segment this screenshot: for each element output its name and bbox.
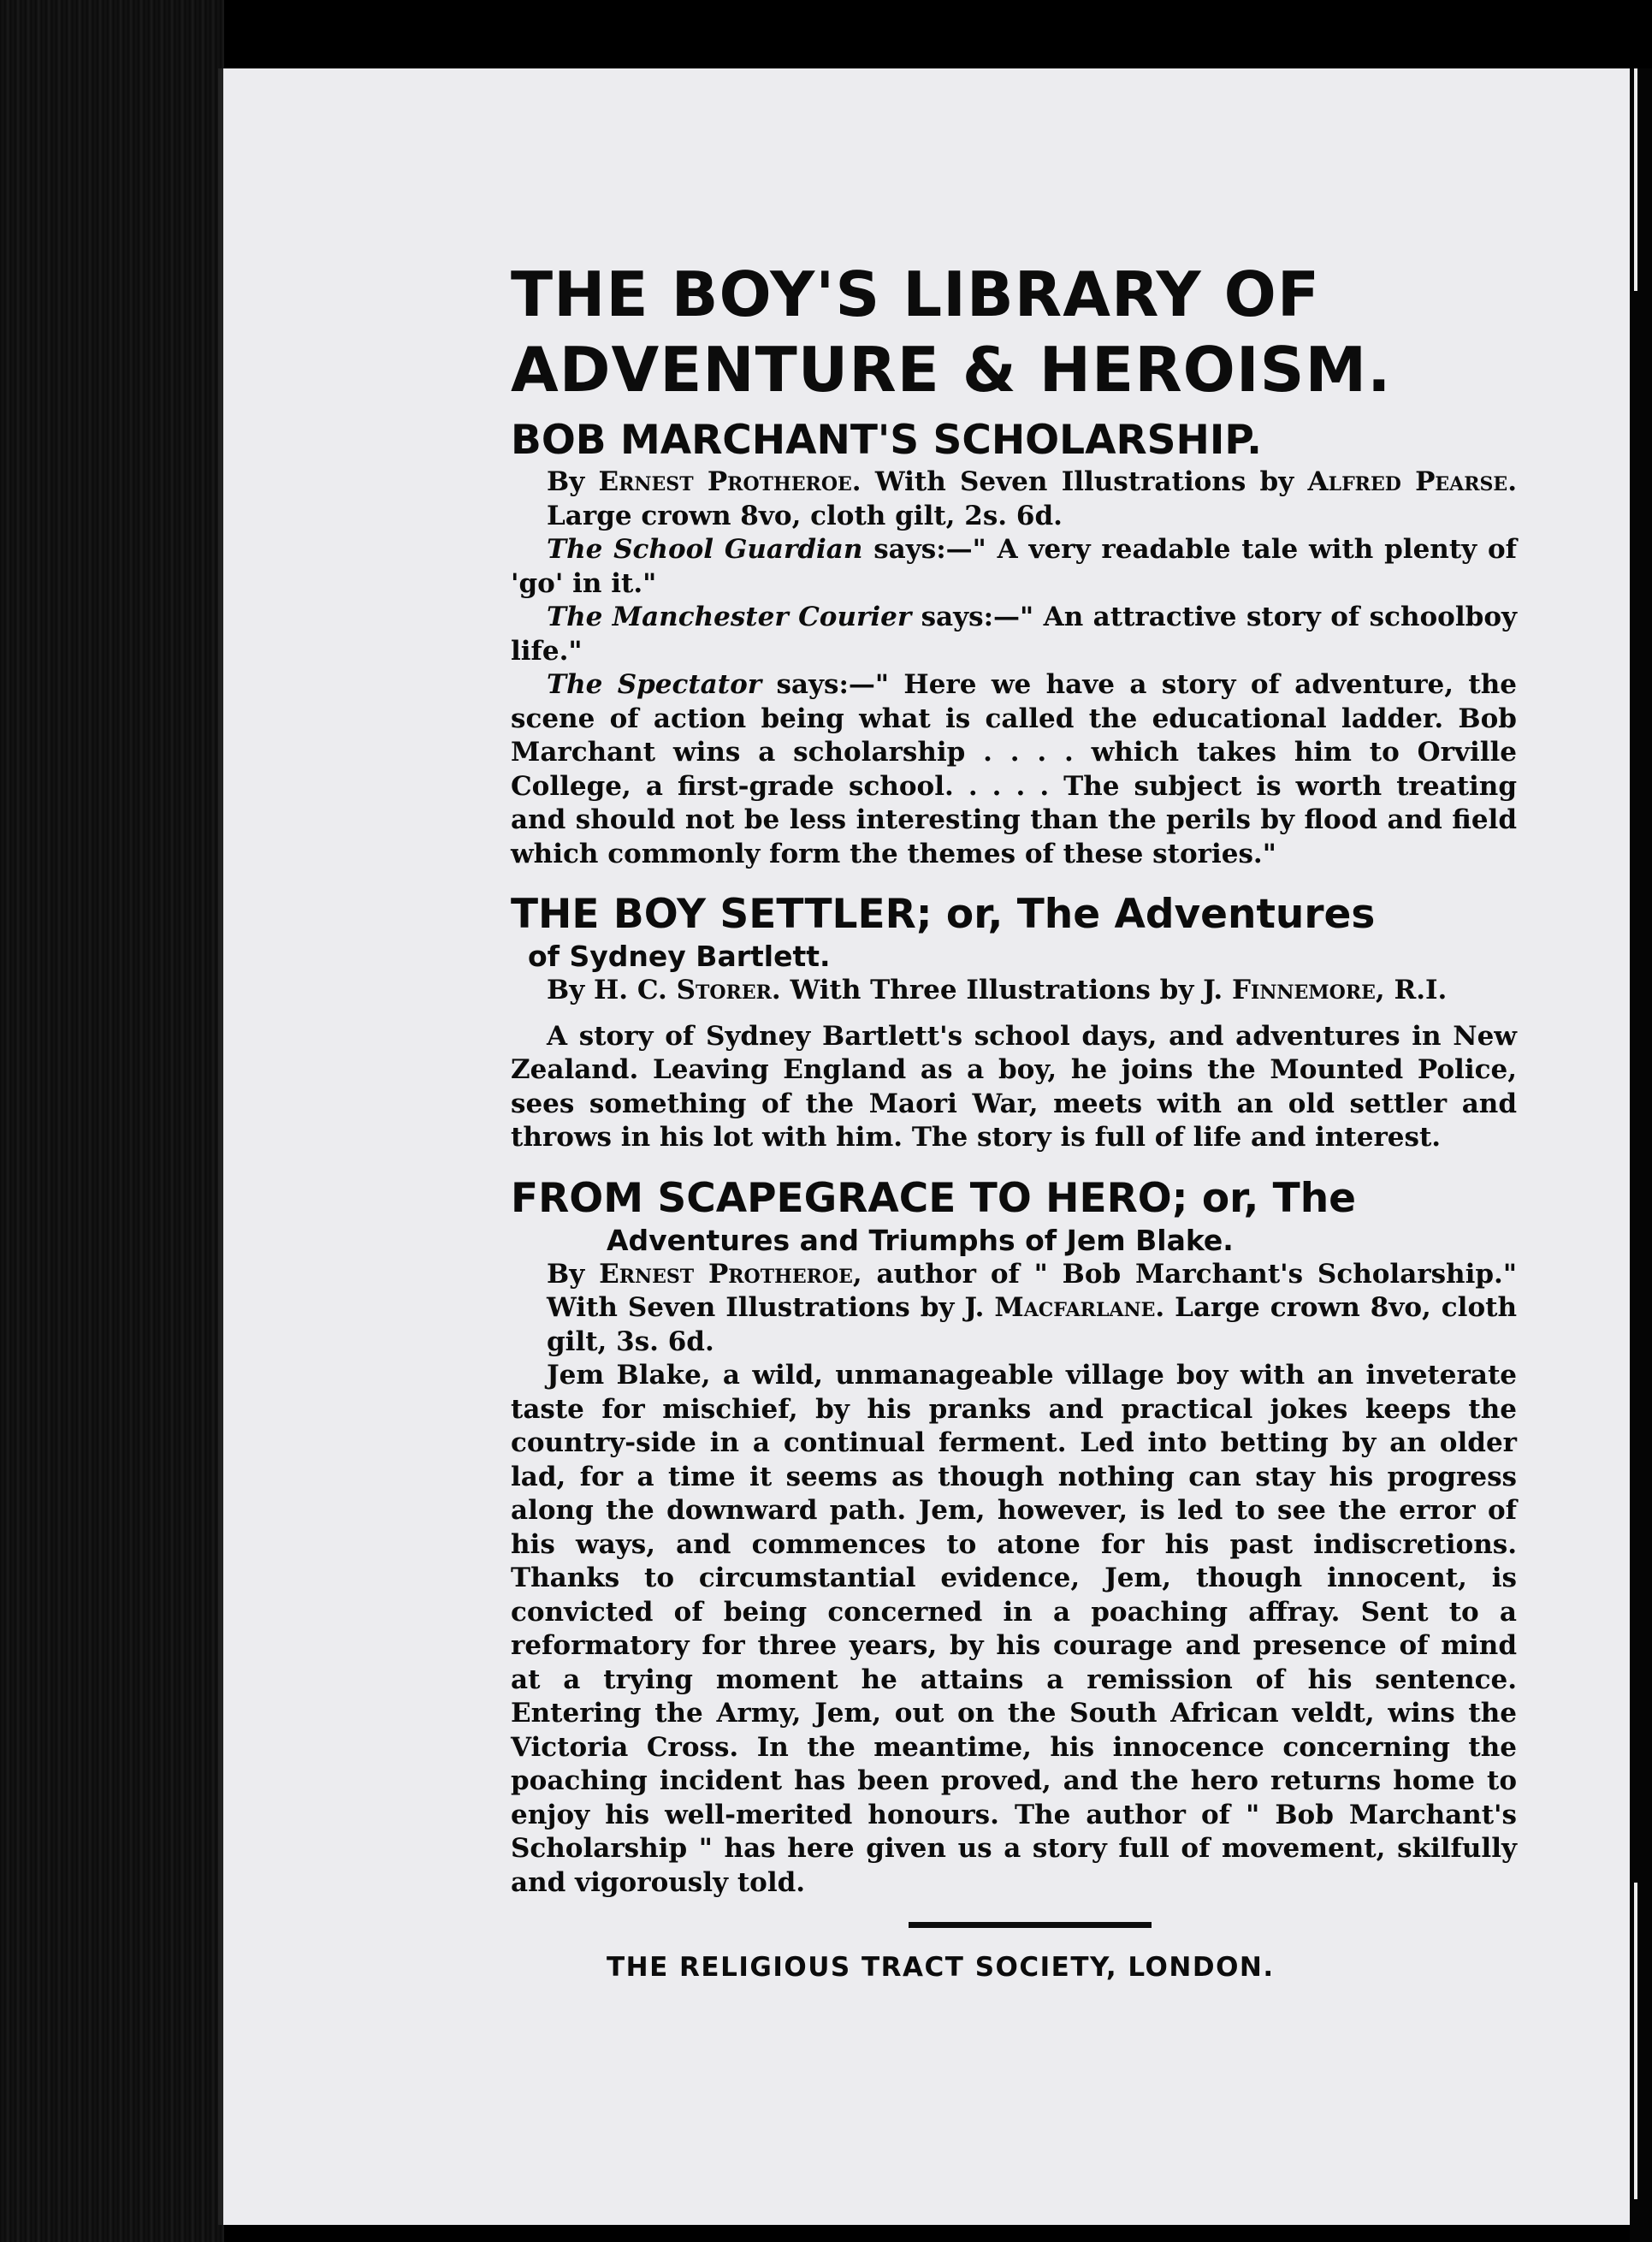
illustration-note: . With Three Illustrations by J.: [771, 975, 1223, 1005]
book-description: Jem Blake, a wild, unmanageable village boy with an inveterate taste for mischief, by his pranks and practical jokes keeps the country-side in a continual ferment. Led into betting by an older lad, for a time it seems as though nothing can stay his progress along the downward path. Jem, however, is led to see the error of his ways, and commences to atone for his past indiscretions. Thanks to circumstantial evidence, Jem, though innocent, is convicted of being concerned in a poaching affray. Sent to a reformatory for three years, by his courage and presence of mind at a trying moment he attains a remission of his sentence. Entering the Army, Jem, out on the South African veldt, wins the Victoria Cross. In the meantime, his innocence concerning the poaching incident has been proved, and the hero returns home to enjoy his well-merited honours. The author of " Bob Marchant's Scholarship " has here given us a story full of movement, skilfully and vigorously told.: [511, 1360, 1517, 1898]
author-note: , author of " Bob Marchant's Scholarship." With Seven Illustrations by J.: [547, 1258, 1517, 1323]
author-name: Ernest Protheroe: [599, 1258, 853, 1290]
review-quote: [511, 601, 1517, 668]
illustrator-name: Alfred Pearse: [1307, 466, 1508, 497]
book-credits: [511, 974, 1517, 1008]
book-credits: [511, 1258, 1517, 1360]
by-label: By: [547, 466, 585, 497]
illustrator-suffix: , R.I.: [1375, 975, 1448, 1005]
divider-rule: [909, 1922, 1152, 1928]
review-source: The Spectator: [547, 669, 762, 700]
author-name: Storer: [676, 975, 772, 1005]
review-quote: [511, 668, 1517, 871]
illustrator-name: Macfarlane: [994, 1292, 1156, 1323]
illustrator-name: Finnemore: [1232, 975, 1376, 1005]
book-entry-scapegrace: [511, 1174, 1517, 1901]
scan-edge-mark: [1634, 1883, 1637, 2199]
book-entry-bob-marchant: [511, 416, 1517, 871]
book-subtitle: Adventures and Triumphs of Jem Blake.: [607, 1223, 1234, 1257]
book-description: A story of Sydney Bartlett's school days, and adventures in New Zealand. Leaving England as a boy, he joins the Mounted Police, sees something of the Maori War, meets with an old settler and throws in his lot with him. The story is full of life and interest.: [511, 1020, 1517, 1153]
book-title: BOB MARCHANT'S SCHOLARSHIP.: [511, 417, 1262, 464]
review-text: says:—" An attractive story of schoolboy life.": [511, 602, 1518, 667]
book-entry-boy-settler: [511, 890, 1517, 1155]
book-title: THE BOY SETTLER; or, The Adventures: [511, 891, 1376, 938]
review-text: says:—" Here we have a story of adventure, the scene of action being what is called the educational ladder. Bob Marchant wins a scholarship . . . . which takes him to Orville College, a first-grade school. . . . . The subject is worth treating and should not be less interesting than the perils by flood and field which commonly form the themes of these stories.": [511, 669, 1517, 869]
edition-info: . Large crown 8vo, cloth gilt, 3s. 6d.: [547, 1292, 1517, 1357]
book-title: FROM SCAPEGRACE TO HERO; or, The: [511, 1174, 1357, 1222]
review-source: The School Guardian: [547, 534, 863, 565]
edition-info: . Large crown 8vo, cloth gilt, 2s. 6d.: [547, 466, 1517, 531]
by-label: By H. C.: [547, 975, 677, 1005]
review-quote: [511, 533, 1517, 601]
illustration-note: . With Seven Illustrations by: [851, 466, 1294, 497]
author-name: Ernest Protheroe: [598, 466, 852, 497]
scan-edge-mark: [1634, 68, 1637, 291]
scan-margin-right: [1630, 68, 1652, 2242]
by-label: By: [547, 1258, 585, 1290]
advertisement: [511, 257, 1517, 1984]
scan-margin-left: [0, 0, 224, 2242]
title-line-1: THE BOY'S LIBRARY OF: [511, 258, 1321, 330]
review-source: The Manchester Courier: [547, 602, 912, 632]
review-text: says:—" A very readable tale with plenty of 'go' in it.": [511, 534, 1518, 599]
book-subtitle: of Sydney Bartlett.: [528, 940, 831, 973]
publisher-imprint: THE RELIGIOUS TRACT SOCIETY, LONDON.: [607, 1952, 1275, 1983]
page-title: [511, 257, 1517, 407]
book-credits: [511, 466, 1517, 533]
title-line-2: ADVENTURE & HEROISM.: [511, 334, 1392, 406]
